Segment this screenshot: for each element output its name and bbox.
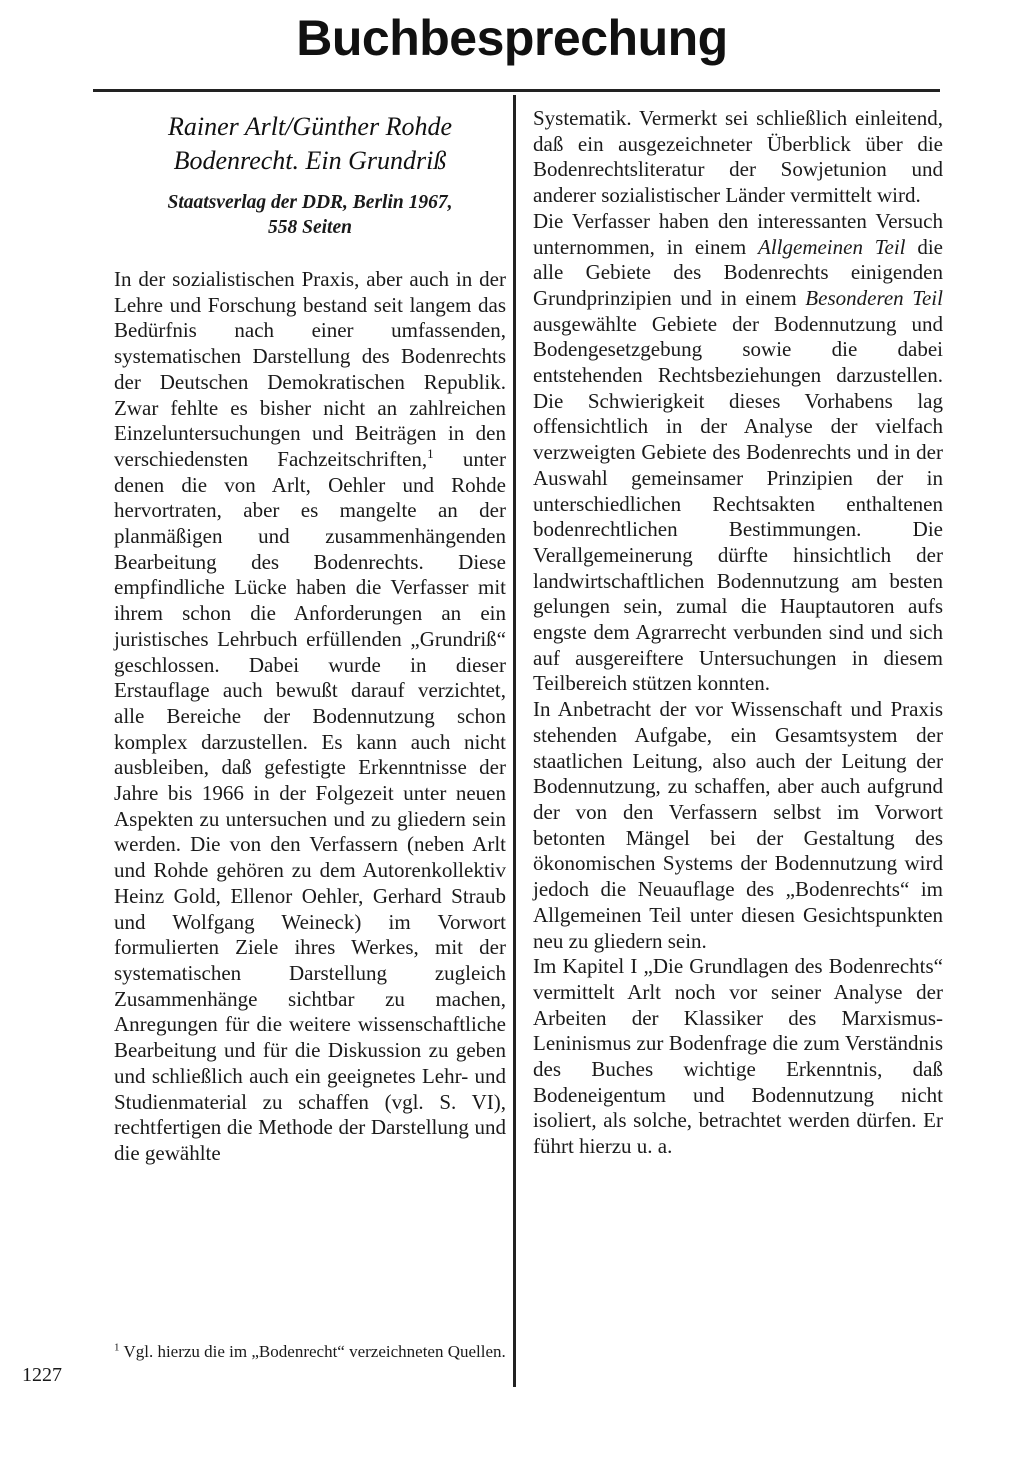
page-number: 1227: [22, 1364, 62, 1386]
right-paragraph-2-part-c: ausgewählte Gebiete der Bodennutzung und Bodengesetzgebung sowie die dabei entstehenden Rechtsbeziehungen darzustellen. Die Schwierigkeit dieses Vorhabens lag offensichtlich in der Analyse der vielfach verzweigten Gebiete des Bodenrechts und in der Auswahl gemeinsamer Prinzipien der in unterschiedlichen Rechtsakten enthaltenen bodenrechtlichen Bestimmungen. Die Verallgemeinerung dürfte hinsichtlich der landwirtschaftlichen Bodennutzung am besten gelungen sein, zumal die Hauptautoren aufs engste dem Agrarrecht verbunden sind und sich auf ausgereiftere Untersuchungen in diesem Teilbereich stützen konnten.: [533, 311, 943, 696]
left-body-paragraph: [114, 267, 506, 1167]
publisher-line-1: Staatsverlag der DDR, Berlin 1967,: [167, 192, 453, 213]
footnote-text: Vgl. hierzu die im „Bodenrecht“ verzeichneten Quellen.: [119, 1342, 506, 1361]
review-book-title: Bodenrecht. Ein Grundriß: [173, 146, 447, 175]
left-body-part-1: In der sozialistischen Praxis, aber auch in der Lehre und Forschung bestand seit langem das Bedürfnis nach einer umfassenden, systematischen Darstellung des Bodenrechts der Deutschen Demokratischen Republik. Zwar fehlte es bisher nicht an zahlreichen Einzeluntersuchungen und Beiträgen in den verschiedensten Fachzeitschriften,: [114, 267, 506, 471]
right-paragraph-2: [533, 209, 943, 697]
footnote: [114, 1340, 512, 1364]
right-column: [533, 106, 943, 1160]
publisher-line-2: 558 Seiten: [268, 217, 352, 238]
right-paragraph-2-part-b: die alle Gebiete des Bodenrechts einigenden Grundprinzipien und in einem: [533, 234, 944, 310]
left-column: [114, 110, 506, 1167]
footnote-reference: 1: [427, 445, 434, 461]
title-rule: [93, 89, 940, 92]
emphasis-besonderer-teil: Besonderen Teil: [805, 285, 943, 310]
review-authors: Rainer Arlt/Günther Rohde: [167, 112, 453, 141]
right-paragraph-2-part-a: Die Verfasser haben den interessanten Versuch unternommen, in einem: [533, 208, 943, 259]
review-publisher: [114, 190, 506, 240]
left-body-part-2: unter denen die von Arlt, Oehler und Rohde hervortraten, aber es mangelte an der planmäßigen und zusammenhängenden Bearbeitung des Bodenrechts. Diese empfindliche Lücke haben die Verfasser mit ihrem schon die Anforderungen an ein juristisches Lehrbuch erfüllenden „Grundriß“ geschlossen. Dabei wurde in dieser Erstauflage auch bewußt darauf verzichtet, alle Bereiche der Bodennutzung schon komplex darzustellen. Es kann auch nicht ausbleiben, daß gefestigte Erkenntnisse der Jahre bis 1966 in der Folgezeit unter neuen Aspekten zu untersuchen und zu gliedern sein werden. Die von den Verfassern (neben Arlt und Rohde gehören zu dem Autorenkollektiv Heinz Gold, Ellenor Oehler, Gerhard Straub und Wolfgang Weineck) im Vorwort formulierten Ziele ihres Werkes, mit der systematischen Darstellung zugleich Zusammenhänge sichtbar zu machen, Anregungen für die weitere wissenschaftliche Bearbeitung und für die Diskussion zu geben und schließlich auch ein geeignetes Lehr- und Studienmaterial zu schaffen (vgl. S. VI), rechtfertigen die Methode der Darstellung und die gewählte: [114, 446, 506, 1165]
emphasis-allgemeiner-teil: Allgemeinen Teil: [758, 234, 906, 259]
right-paragraph-3: In Anbetracht der vor Wissenschaft und Praxis stehenden Aufgabe, ein Gesamtsystem der staatlichen Leitung, also auch der Leitung der Bodennutzung, zu schaffen, aber auch aufgrund der von den Verfassern selbst im Vorwort betonten Mängel bei der Gestaltung des ökonomischen Systems der Bodennutzung wird jedoch die Neuauflage des „Bodenrechts“ im Allgemeinen Teil unter diesen Gesichtspunkten neu zu gliedern sein.: [533, 697, 943, 953]
footnote-marker: 1: [114, 1341, 120, 1354]
right-paragraph-1: Systematik. Vermerkt sei schließlich einleitend, daß ein ausgezeichneter Überblick über die Bodenrechtsliteratur der Sowjetunion und anderer sozialistischer Länder vermittelt wird.: [533, 106, 943, 208]
right-paragraph-4: Im Kapitel I „Die Grundlagen des Bodenrechts“ vermittelt Arlt noch vor seiner Analyse der Arbeiten der Klassiker des Marxismus-Leninismus zur Bodenfrage die zum Verständnis des Buches wichtige Erkenntnis, daß Bodeneigentum und Bodennutzung nicht isoliert, als solche, betrachtet werden dürfen. Er führt hierzu u. a.: [533, 954, 943, 1159]
column-divider: [513, 95, 516, 1387]
page-title: Buchbesprechung: [296, 10, 728, 66]
